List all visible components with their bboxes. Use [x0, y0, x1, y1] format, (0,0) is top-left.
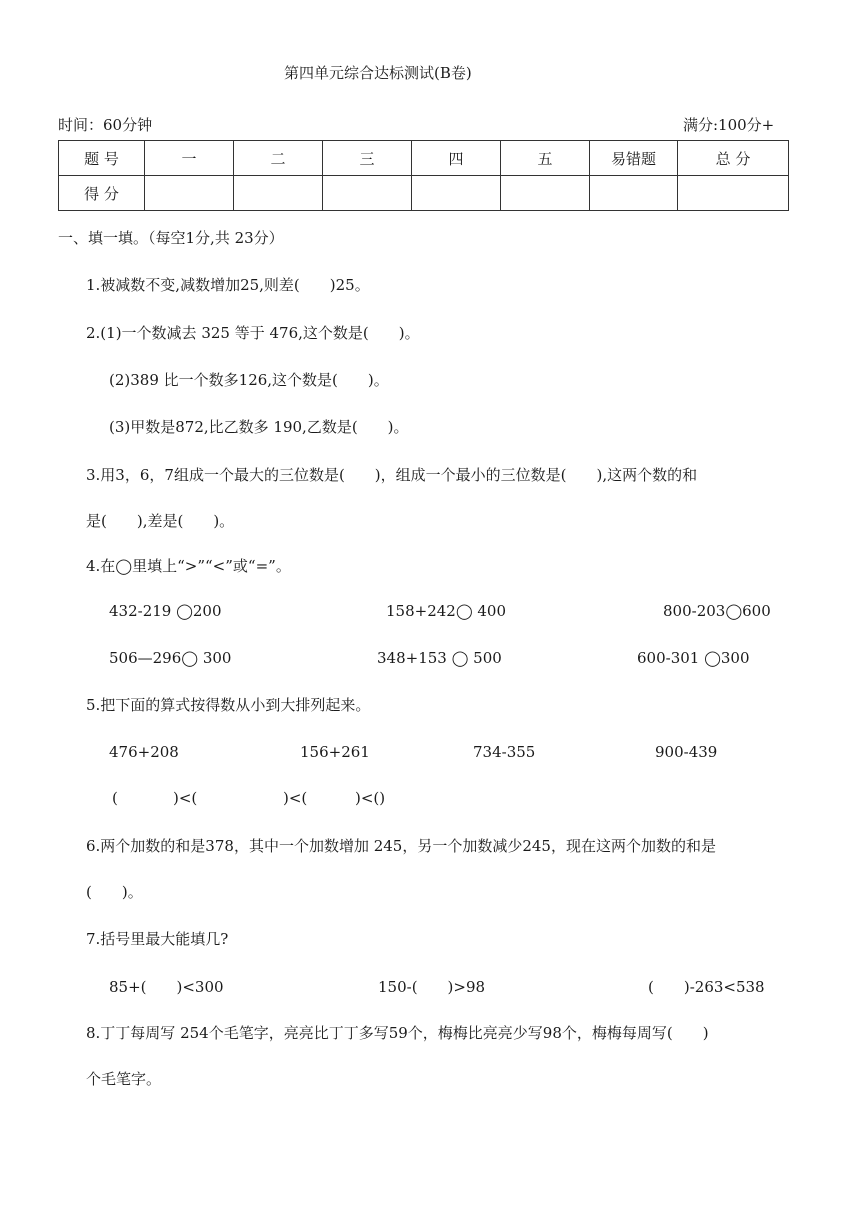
- header-cell-3: 三: [323, 141, 412, 176]
- score-cell[interactable]: [590, 176, 678, 211]
- question-1: 1.被减数不变,减数增加25,则差( )25。: [86, 276, 370, 294]
- expression-item: 900-439: [655, 743, 718, 761]
- score-cell[interactable]: [234, 176, 323, 211]
- compare-item: 506—296◯ 300: [109, 649, 232, 667]
- compare-item: 158+242◯ 400: [386, 602, 507, 620]
- question-7: 7.括号里最大能填几?: [86, 930, 229, 948]
- header-cell-question-no: 题 号: [59, 141, 145, 176]
- inequality-item: ( )-263<538: [648, 978, 765, 996]
- score-table-score-row: [59, 176, 789, 211]
- compare-item: 432-219 ◯200: [109, 602, 222, 620]
- score-cell[interactable]: [678, 176, 789, 211]
- score-row-label: 得 分: [59, 176, 145, 211]
- order-blank: (: [112, 789, 118, 807]
- question-2-part-3: (3)甲数是872,比乙数多 190,乙数是( )。: [109, 418, 409, 436]
- question-6-line-1: 6.两个加数的和是378，其中一个加数增加 245，另一个加数减少245，现在这两个加数的和是: [86, 837, 716, 855]
- full-score-label: 满分:100分+: [683, 116, 775, 134]
- header-cell-total: 总 分: [678, 141, 789, 176]
- time-label: 时间：60分钟: [58, 116, 153, 134]
- header-cell-2: 二: [234, 141, 323, 176]
- score-cell[interactable]: [412, 176, 501, 211]
- question-8-line-2: 个毛笔字。: [86, 1070, 162, 1088]
- expression-item: 476+208: [109, 743, 179, 761]
- score-table: [58, 140, 789, 211]
- question-5: 5.把下面的算式按得数从小到大排列起来。: [86, 696, 371, 714]
- question-2-part-2: (2)389 比一个数多126,这个数是( )。: [109, 371, 389, 389]
- header-cell-4: 四: [412, 141, 501, 176]
- question-8-line-1: 8.丁丁每周写 254个毛笔字，亮亮比丁丁多写59个，梅梅比亮亮少写98个，梅梅每周写( ): [86, 1024, 709, 1042]
- header-cell-error-prone: 易错题: [590, 141, 678, 176]
- order-blank: )<(: [173, 789, 198, 807]
- question-3-line-1: 3.用3，6，7组成一个最大的三位数是( )，组成一个最小的三位数是( ),这两个数的和: [86, 466, 698, 484]
- compare-item: 348+153 ◯ 500: [377, 649, 502, 667]
- question-6-line-2: ( )。: [86, 883, 143, 901]
- header-cell-1: 一: [145, 141, 234, 176]
- score-table-header-row: [59, 141, 789, 176]
- question-4: 4.在◯里填上“>”“<”或“=”。: [86, 557, 291, 575]
- question-3-line-2: 是( ),差是( )。: [86, 512, 235, 530]
- expression-item: 734-355: [473, 743, 536, 761]
- compare-item: 600-301 ◯300: [637, 649, 750, 667]
- compare-item: 800-203◯600: [663, 602, 771, 620]
- question-2-part-1: 2.(1)一个数减去 325 等于 476,这个数是( )。: [86, 324, 420, 342]
- score-cell[interactable]: [323, 176, 412, 211]
- section-heading: 一、填一填。（每空1分,共 23分）: [58, 229, 284, 247]
- order-blank: )<(): [355, 789, 386, 807]
- inequality-item: 150-( )>98: [378, 978, 486, 996]
- inequality-item: 85+( )<300: [109, 978, 224, 996]
- score-cell[interactable]: [501, 176, 590, 211]
- page-title: 第四单元综合达标测试(B卷): [284, 64, 472, 82]
- score-cell[interactable]: [145, 176, 234, 211]
- header-cell-5: 五: [501, 141, 590, 176]
- expression-item: 156+261: [300, 743, 370, 761]
- order-blank: )<(: [283, 789, 308, 807]
